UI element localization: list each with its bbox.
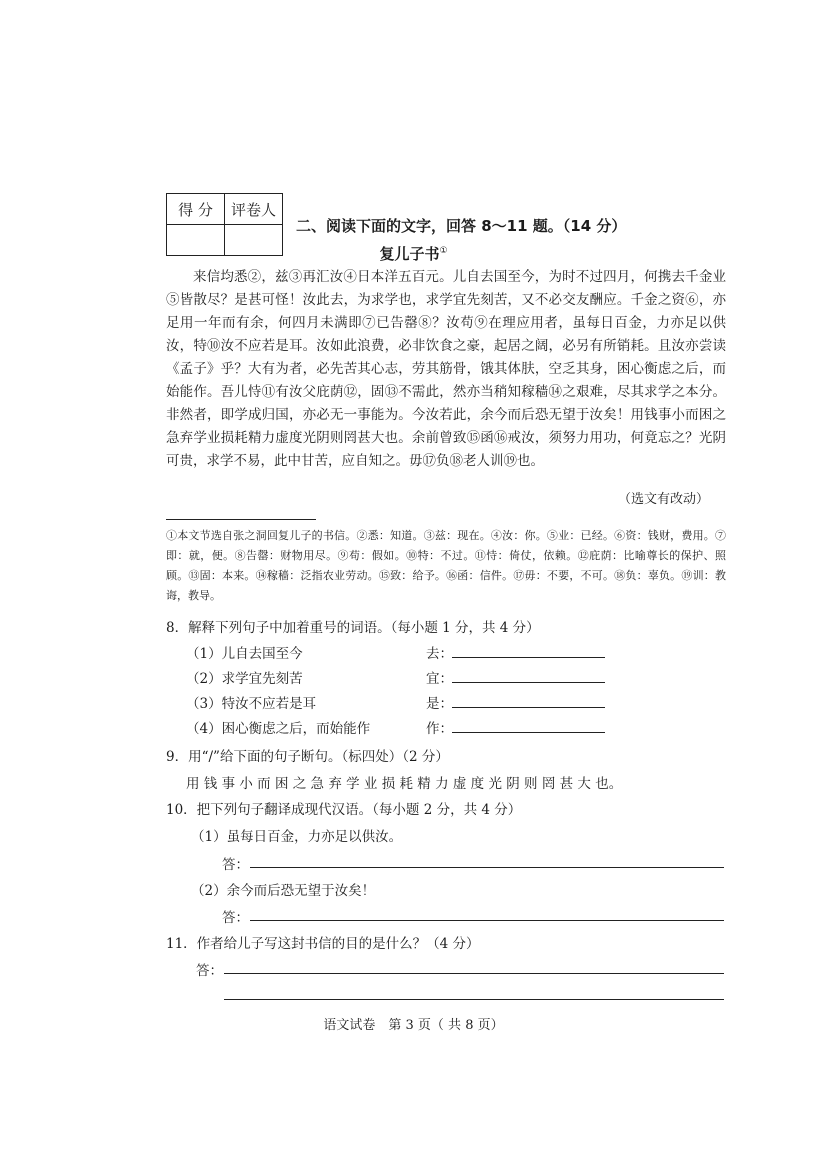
q10-item-2-answer-label: 答： xyxy=(222,910,249,926)
q8-item-2-text: （2）求学宜先刻苦 xyxy=(186,671,303,687)
article-title xyxy=(0,243,827,264)
page-footer: 语文试卷 第 3 页（ 共 8 页） xyxy=(323,1018,504,1033)
q9-sentence: 用 钱 事 小 而 困 之 急 弃 学 业 损 耗 精 力 虚 度 光 阴 则 罔 甚 大 也。 xyxy=(186,776,623,792)
q8-item-3-answer-line[interactable] xyxy=(452,707,605,708)
q8-item-4-text: （4）困心衡虑之后，而始能作 xyxy=(186,721,371,737)
score-header: 得 分 xyxy=(167,194,225,225)
q8-item-1-answer-line[interactable] xyxy=(452,657,605,658)
section-title: 二、阅读下面的文字，回答 8～11 题。（14 分） xyxy=(296,217,627,235)
q8-item-1-label: 去： xyxy=(426,646,453,662)
q8-item-3-label: 是： xyxy=(426,696,453,712)
footnote-divider xyxy=(166,519,316,520)
q10-item-2-text: （2）余今而后恐无望于汝矣！ xyxy=(191,883,376,899)
footnotes: ①本文节选自张之洞回复儿子的书信。②悉：知道。③兹：现在。④汝：你。⑤业：已经。⑥资：钱财，费用。⑦即：就，便。⑧告罄：财物用尽。⑨苟：假如。⑩特：不过。⑪恃：倚仗，依赖。⑫庇荫：比喻尊长的保护、照顾。⑬固：本来。⑭稼穑：泛指农业劳动。⑮致：给予。⑯函：信件。⑰毋：不要，不可。⑱负：辜负。⑲训：教诲，教导。 xyxy=(166,529,726,602)
q11-stem: 11．作者给儿子写这封书信的目的是什么？（4 分） xyxy=(166,936,480,952)
q8-item-2-answer-line[interactable] xyxy=(452,682,605,683)
q10-item-1-text: （1）虽每日百金，力亦足以供汝。 xyxy=(191,829,403,845)
q8-item-4-answer-line[interactable] xyxy=(452,732,605,733)
q8-item-2-label: 宜： xyxy=(426,671,453,687)
q10-item-2-answer-line[interactable] xyxy=(250,920,724,921)
passage-paragraph: 来信均悉②，兹③再汇汝④日本洋五百元。儿自去国至今，为时不过四月，何携去千金业⑤皆散尽？是甚可怪！汝此去，为求学也，求学宜先刻苦，又不必交友酬应。千金之资⑥，亦足用一年而有余，何四月未满即⑦已告罄⑧？汝苟⑨在理应用者，虽每日百金，力亦足以供汝，特⑩汝不应若是耳。汝如此浪费，必非饮食之豪，起居之阔，必另有所销耗。且汝亦尝读《孟子》乎？大有为者，必先苦其心志，劳其筋骨，饿其体肤，空乏其身，困心衡虑之后，而始能作。吾儿恃⑪有汝父庇荫⑫，固⑬不需此，然亦当稍知稼穑⑭之艰难，尽其求学之本分。非然者，即学成归国，亦必无一事能为。今汝若此，余今而后恐无望于汝矣！用钱事小而困之急弃学业损耗精力虚度光阴则罔甚大也。余前曾致⑮函⑯戒汝，须努力用功，何竟忘之？光阴可贵，求学不易，此中甘苦，应自知之。毋⑰负⑱老人训⑲也。 xyxy=(166,269,726,469)
q11-answer-label: 答： xyxy=(196,963,223,979)
article-title-text: 复儿子书 xyxy=(379,245,440,263)
q10-item-1-answer-label: 答： xyxy=(222,857,249,873)
source-note: （选文有改动） xyxy=(618,492,710,507)
q10-item-1-answer-line[interactable] xyxy=(250,867,724,868)
grader-header: 评卷人 xyxy=(225,194,283,225)
q8-item-1-text: （1）儿自去国至今 xyxy=(186,646,303,662)
passage xyxy=(166,266,726,473)
q11-answer-line-2[interactable] xyxy=(224,999,724,1000)
q8-item-4-label: 作： xyxy=(426,721,453,737)
article-title-footnote-mark: ① xyxy=(439,246,448,256)
q8-item-3-text: （3）特汝不应若是耳 xyxy=(186,696,317,712)
q8-stem: 8．解释下列句子中加着重号的词语。（每小题 1 分，共 4 分） xyxy=(166,620,540,636)
q9-stem: 9．用“/”给下面的句子断句。（标四处）（2 分） xyxy=(166,749,449,765)
q11-answer-line-1[interactable] xyxy=(224,973,724,974)
q10-stem: 10．把下列句子翻译成现代汉语。（每小题 2 分，共 4 分） xyxy=(166,802,522,818)
